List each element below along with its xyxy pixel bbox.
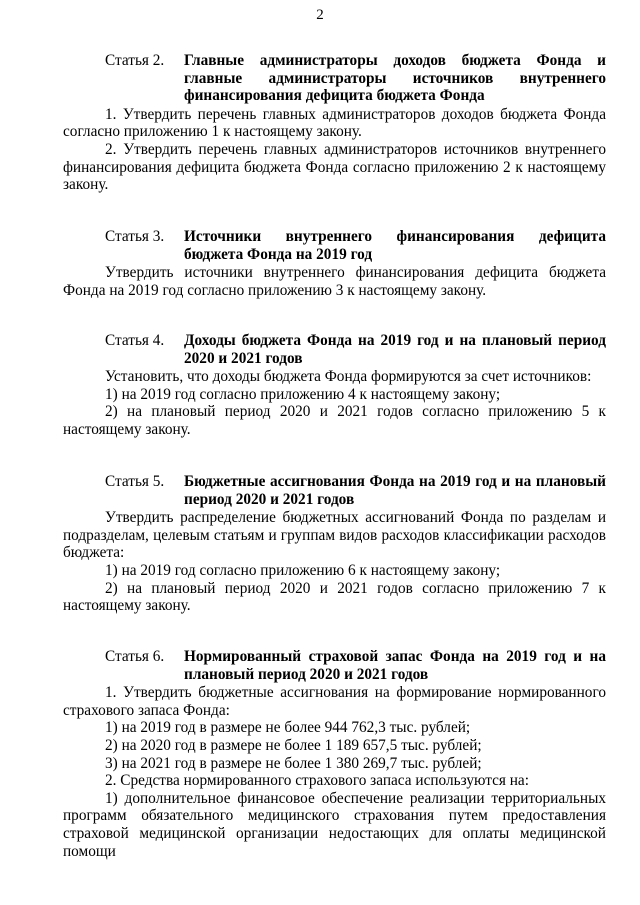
article-title: Бюджетные ассигнования Фонда на 2019 год и на плановый период 2020 и 2021 годов <box>184 473 606 508</box>
article-heading <box>63 332 606 367</box>
article-title: Главные администраторы доходов бюджета Фонда и главные администраторы источников внутреннего финансирования дефицита бюджета Фонда <box>184 52 606 105</box>
article-heading <box>63 52 606 105</box>
article-6 <box>63 648 606 860</box>
article-heading <box>63 473 606 508</box>
list-item: 2) на плановый период 2020 и 2021 годов согласно приложению 7 к настоящему закону. <box>63 579 606 615</box>
paragraph: 1. Утвердить перечень главных администраторов доходов бюджета Фонда согласно приложению 1 к настоящему закону. <box>63 105 606 141</box>
article-heading <box>63 648 606 683</box>
article-label: Статья 3. <box>105 228 165 245</box>
paragraph: Утвердить распределение бюджетных ассигнований Фонда по разделам и подразделам, целевым статьям и группам видов расходов классификации расходов бюджета: <box>63 509 606 562</box>
article-title: Источники внутреннего финансирования дефицита бюджета Фонда на 2019 год <box>184 228 606 263</box>
article-heading <box>63 228 606 263</box>
article-label: Статья 5. <box>105 473 165 490</box>
paragraph: Утвердить источники внутреннего финансирования дефицита бюджета Фонда на 2019 год согласно приложению 3 к настоящему закону. <box>63 264 606 299</box>
article-title: Доходы бюджета Фонда на 2019 год и на плановый период 2020 и 2021 годов <box>184 332 606 367</box>
list-item: 1) на 2019 год согласно приложению 4 к настоящему закону; <box>105 385 501 403</box>
article-4 <box>63 332 606 439</box>
article-label: Статья 4. <box>105 332 165 349</box>
paragraph: 2. Средства нормированного страхового запаса используются на: <box>105 772 529 790</box>
page-number: 2 <box>316 7 324 23</box>
list-item: 1) на 2019 год согласно приложению 6 к настоящему закону; <box>105 561 501 579</box>
article-title: Нормированный страховой запас Фонда на 2019 год и на плановый период 2020 и 2021 годов <box>184 648 606 683</box>
article-5 <box>63 473 606 615</box>
list-item: 1) дополнительное финансовое обеспечение реализации территориальных программ обязательного медицинского страхования путем предоставления страховой медицинской организации недостающих для оплаты медицинской помощи <box>63 789 606 860</box>
paragraph: 2. Утвердить перечень главных администраторов источников внутреннего финансирования дефицита бюджета Фонда согласно приложению 2 к настоящему закону. <box>63 140 606 194</box>
article-label: Статья 2. <box>105 52 165 69</box>
article-2 <box>63 52 606 194</box>
paragraph: 1. Утвердить бюджетные ассигнования на формирование нормированного страхового запаса Фонда: <box>63 684 606 719</box>
article-label: Статья 6. <box>105 648 165 665</box>
list-item: 2) на 2020 год в размере не более 1 189 657,5 тыс. рублей; <box>105 736 482 754</box>
paragraph: Установить, что доходы бюджета Фонда формируются за счет источников: <box>105 368 592 386</box>
list-item: 1) на 2019 год в размере не более 944 762,3 тыс. рублей; <box>105 719 471 737</box>
list-item: 3) на 2021 год в размере не более 1 380 269,7 тыс. рублей; <box>105 754 482 772</box>
list-item: 2) на плановый период 2020 и 2021 годов согласно приложению 5 к настоящему закону. <box>63 403 606 438</box>
article-3 <box>63 228 606 299</box>
